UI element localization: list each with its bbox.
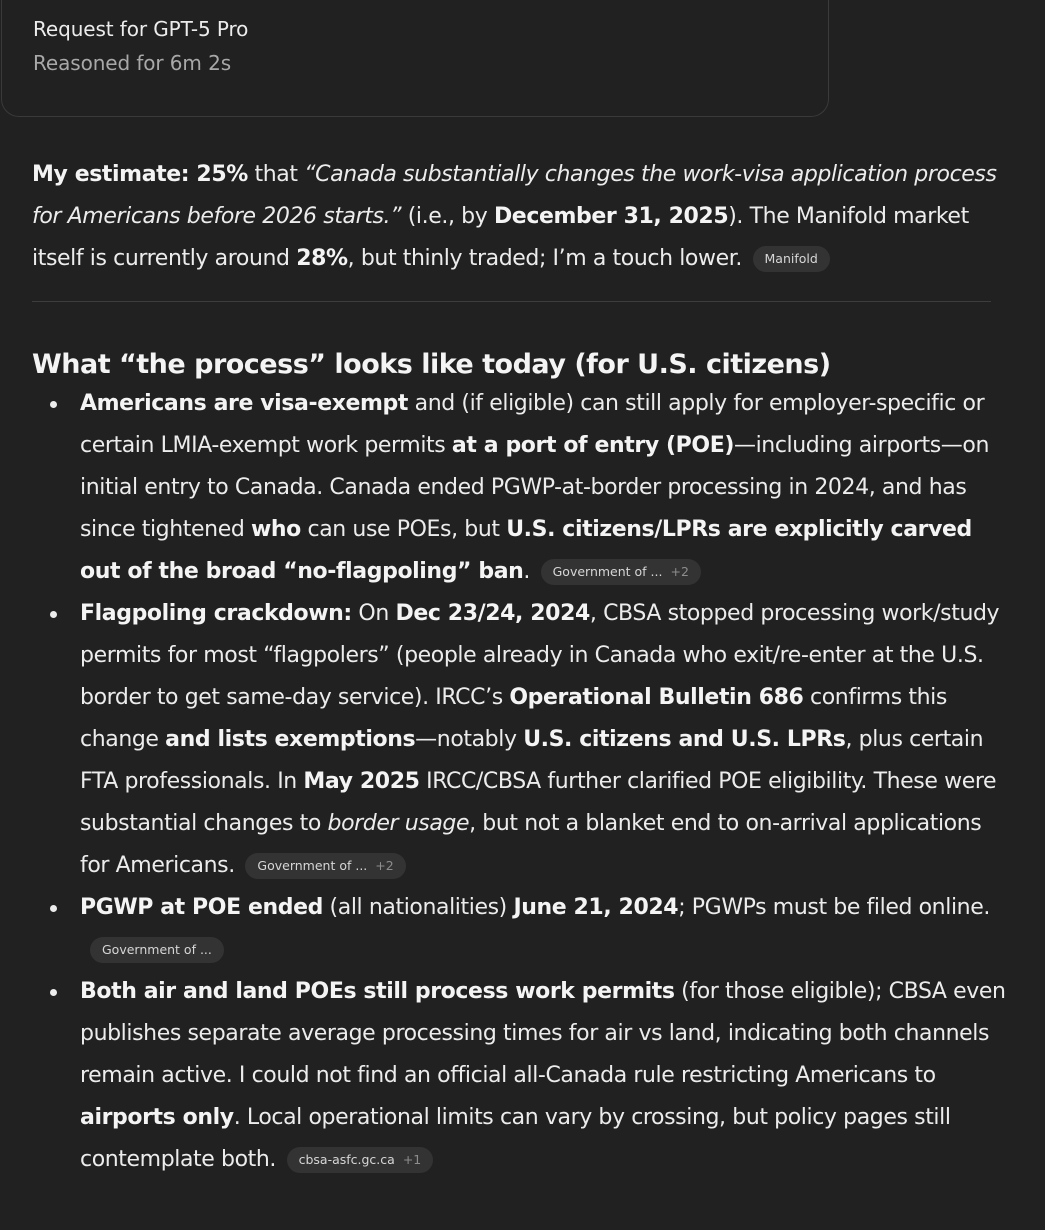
divider: [32, 301, 991, 302]
bold-text: Americans are visa-exempt: [80, 391, 409, 416]
source-pill-manifold[interactable]: [753, 246, 830, 272]
bold-text: Operational Bulletin 686: [509, 685, 804, 710]
bold-text: Flagpoling crackdown:: [80, 601, 352, 626]
bold-text: U.S. citizens/LPRs are explicitly carved out of the broad “no-flagpoling” ban: [80, 517, 972, 584]
text: ). The Manifold market itself is currently around: [32, 204, 969, 271]
bold-text: PGWP at POE ended: [80, 895, 323, 920]
text: , but not a blanket end to on-arrival applications for Americans.: [80, 811, 982, 878]
estimate-lead: My estimate: 25%: [32, 162, 248, 187]
market-probability: 28%: [296, 246, 348, 271]
reasoning-title: Request for GPT-5 Pro: [33, 17, 249, 41]
text: (i.e., by: [401, 204, 494, 229]
deadline-date: December 31, 2025: [493, 204, 729, 229]
source-label: Government of ...: [102, 942, 212, 957]
source-count: +2: [375, 858, 394, 873]
source-label: Government of ...: [552, 564, 663, 579]
source-count: +1: [402, 1152, 422, 1167]
section-heading: What “the process” looks like today (for U.S. citizens): [32, 349, 831, 380]
text: (for those eligible); CBSA even publishes separate average processing times for air vs land, indicating both channels remain active. I could not find an official all-Canada rule restricting Americans to: [80, 979, 1006, 1088]
bold-text: Both air and land POEs still process work permits: [80, 979, 675, 1004]
text: —including airports—on initial entry to Canada. Canada ended PGWP-at-border processing in 2024, and has since tightened: [80, 433, 989, 542]
source-label: Manifold: [764, 251, 818, 266]
source-pill[interactable]: [541, 559, 701, 585]
bold-text: U.S. citizens and U.S. LPRs: [523, 727, 846, 752]
text: ; PGWPs must be filed online.: [678, 895, 990, 920]
list-item: [80, 383, 1007, 593]
bold-text: airports only: [80, 1105, 234, 1130]
reasoning-duration: Reasoned for 6m 2s: [33, 51, 232, 75]
bold-text: who: [251, 517, 301, 542]
source-label: Government of ...: [257, 858, 368, 873]
text: confirms this change: [80, 685, 947, 752]
text: —notably: [415, 727, 524, 752]
list-item: [80, 593, 1007, 887]
text: and (if eligible) can still apply for employer-specific or certain LMIA-exempt work permits: [80, 391, 985, 458]
text: , CBSA stopped processing work/study permits for most “flagpolers” (people already in Canada who exit/re-enter at the U.S. border to get same-day service). IRCC’s: [80, 601, 1000, 710]
bold-text: at a port of entry (POE): [451, 433, 734, 458]
source-count: +2: [670, 564, 689, 579]
bold-text: June 21, 2024: [513, 895, 679, 920]
list-item: [80, 971, 1007, 1181]
bold-text: and lists exemptions: [165, 727, 416, 752]
source-pill[interactable]: [287, 1147, 434, 1173]
text: , but thinly traded; I’m a touch lower.: [347, 246, 742, 271]
text: On: [351, 601, 396, 626]
text: IRCC/CBSA further clarified POE eligibility. These were substantial changes to: [80, 769, 997, 836]
text: , plus certain FTA professionals. In: [80, 727, 984, 794]
text: that: [247, 162, 305, 187]
text: . Local operational limits can vary by crossing, but policy pages still contemplate both.: [80, 1105, 951, 1172]
source-label: cbsa-asfc.gc.ca: [298, 1152, 395, 1167]
bold-text: Dec 23/24, 2024: [395, 601, 590, 626]
reasoning-summary-card[interactable]: [1, 0, 829, 117]
question-quote: “Canada substantially changes the work-visa application process for Americans before 2026 starts.”: [32, 162, 997, 229]
source-pill[interactable]: [245, 853, 405, 879]
italic-text: border usage: [327, 811, 470, 836]
text: can use POEs, but: [300, 517, 507, 542]
assistant-response: [32, 154, 1007, 1181]
text: (all nationalities): [322, 895, 514, 920]
source-pill[interactable]: [90, 937, 224, 963]
text: .: [523, 559, 531, 584]
bold-text: May 2025: [303, 769, 420, 794]
pill-line: [80, 929, 1007, 971]
estimate-paragraph: [32, 154, 1007, 280]
bullet-list: [32, 383, 1007, 1181]
list-item: [80, 887, 1007, 971]
